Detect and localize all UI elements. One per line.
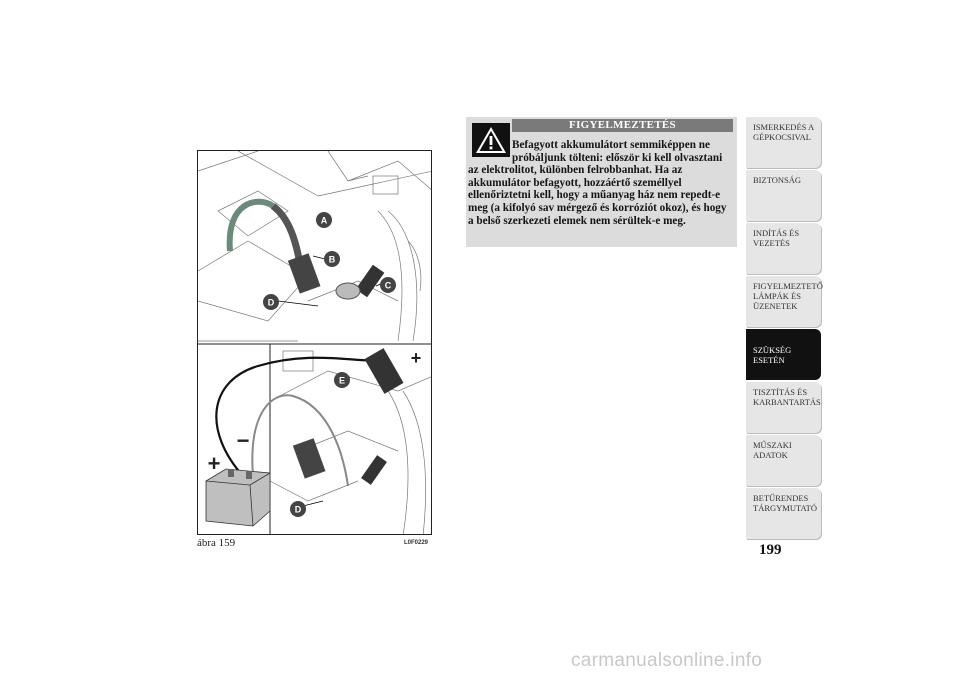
svg-text:D: D: [267, 297, 275, 308]
svg-text:C: C: [384, 280, 392, 291]
callout-E: [334, 372, 350, 388]
chapter-tabs: [746, 117, 821, 541]
minus-sign-battery: −: [236, 428, 250, 453]
illustration-drawing: [198, 151, 432, 535]
terminal-post: [336, 283, 360, 299]
tab-warning-lights[interactable]: FIGYELMEZTETŐ LÁMPÁK ÉS ÜZENETEK: [746, 276, 821, 327]
terminal-block: [288, 253, 321, 293]
svg-text:B: B: [328, 254, 336, 265]
callout-D-upper: [263, 294, 279, 310]
tab-getting-acquainted[interactable]: ISMERKEDÉS A GÉPKOCSIVAL: [746, 117, 821, 168]
figure-code: L0F0229: [404, 540, 429, 546]
warning-box: [466, 117, 737, 247]
tab-emergency[interactable]: SZÜKSÉG ESETÉN: [746, 329, 821, 380]
donor-battery: [206, 469, 270, 526]
tab-maintenance[interactable]: TISZTÍTÁS ÉS KARBANTARTÁS: [746, 382, 821, 433]
figure-caption: ábra 159: [197, 537, 236, 549]
plus-sign-battery: +: [207, 451, 221, 476]
warning-title: FIGYELMEZTETÉS: [512, 119, 733, 132]
callout-C: [380, 277, 396, 293]
callout-A: [316, 212, 332, 228]
plus-sign-vehicle: +: [410, 348, 422, 368]
negative-clamp: [293, 438, 326, 478]
watermark: carmanualsonline.info: [571, 650, 763, 671]
negative-clamp-2: [361, 455, 387, 485]
tab-safety[interactable]: BIZTONSÁG: [746, 170, 821, 221]
page-number: 199: [759, 542, 782, 558]
tab-technical-data[interactable]: MŰSZAKI ADATOK: [746, 435, 821, 486]
positive-clamp: [364, 348, 403, 394]
svg-text:E: E: [338, 375, 346, 386]
tab-index[interactable]: BETŰRENDES TÁRGYMUTATÓ: [746, 488, 821, 539]
callout-B: [324, 251, 340, 267]
upper-engine-sketch: [198, 151, 432, 341]
warning-text: Befagyott akkumulátort semmiképpen ne próbáljunk tölteni: először ki kell olvasztani az elektrolitot, különben felrobbanhat. Ha az akkumulátor befagyott, hozzáértő személlyel ellenőriztetni kell, hogy a műanyag ház nem repedt-e meg (a kifolyó sav mérgező és korróziót okoz), és hogy a belső szerkezeti elemek nem sérültek-e meg.: [468, 139, 727, 227]
tab-starting-driving[interactable]: INDÍTÁS ÉS VEZETÉS: [746, 223, 821, 274]
svg-text:A: A: [320, 215, 328, 226]
svg-text:D: D: [294, 504, 302, 515]
battery-illustration: [197, 150, 432, 535]
callout-D-lower: [290, 501, 306, 517]
